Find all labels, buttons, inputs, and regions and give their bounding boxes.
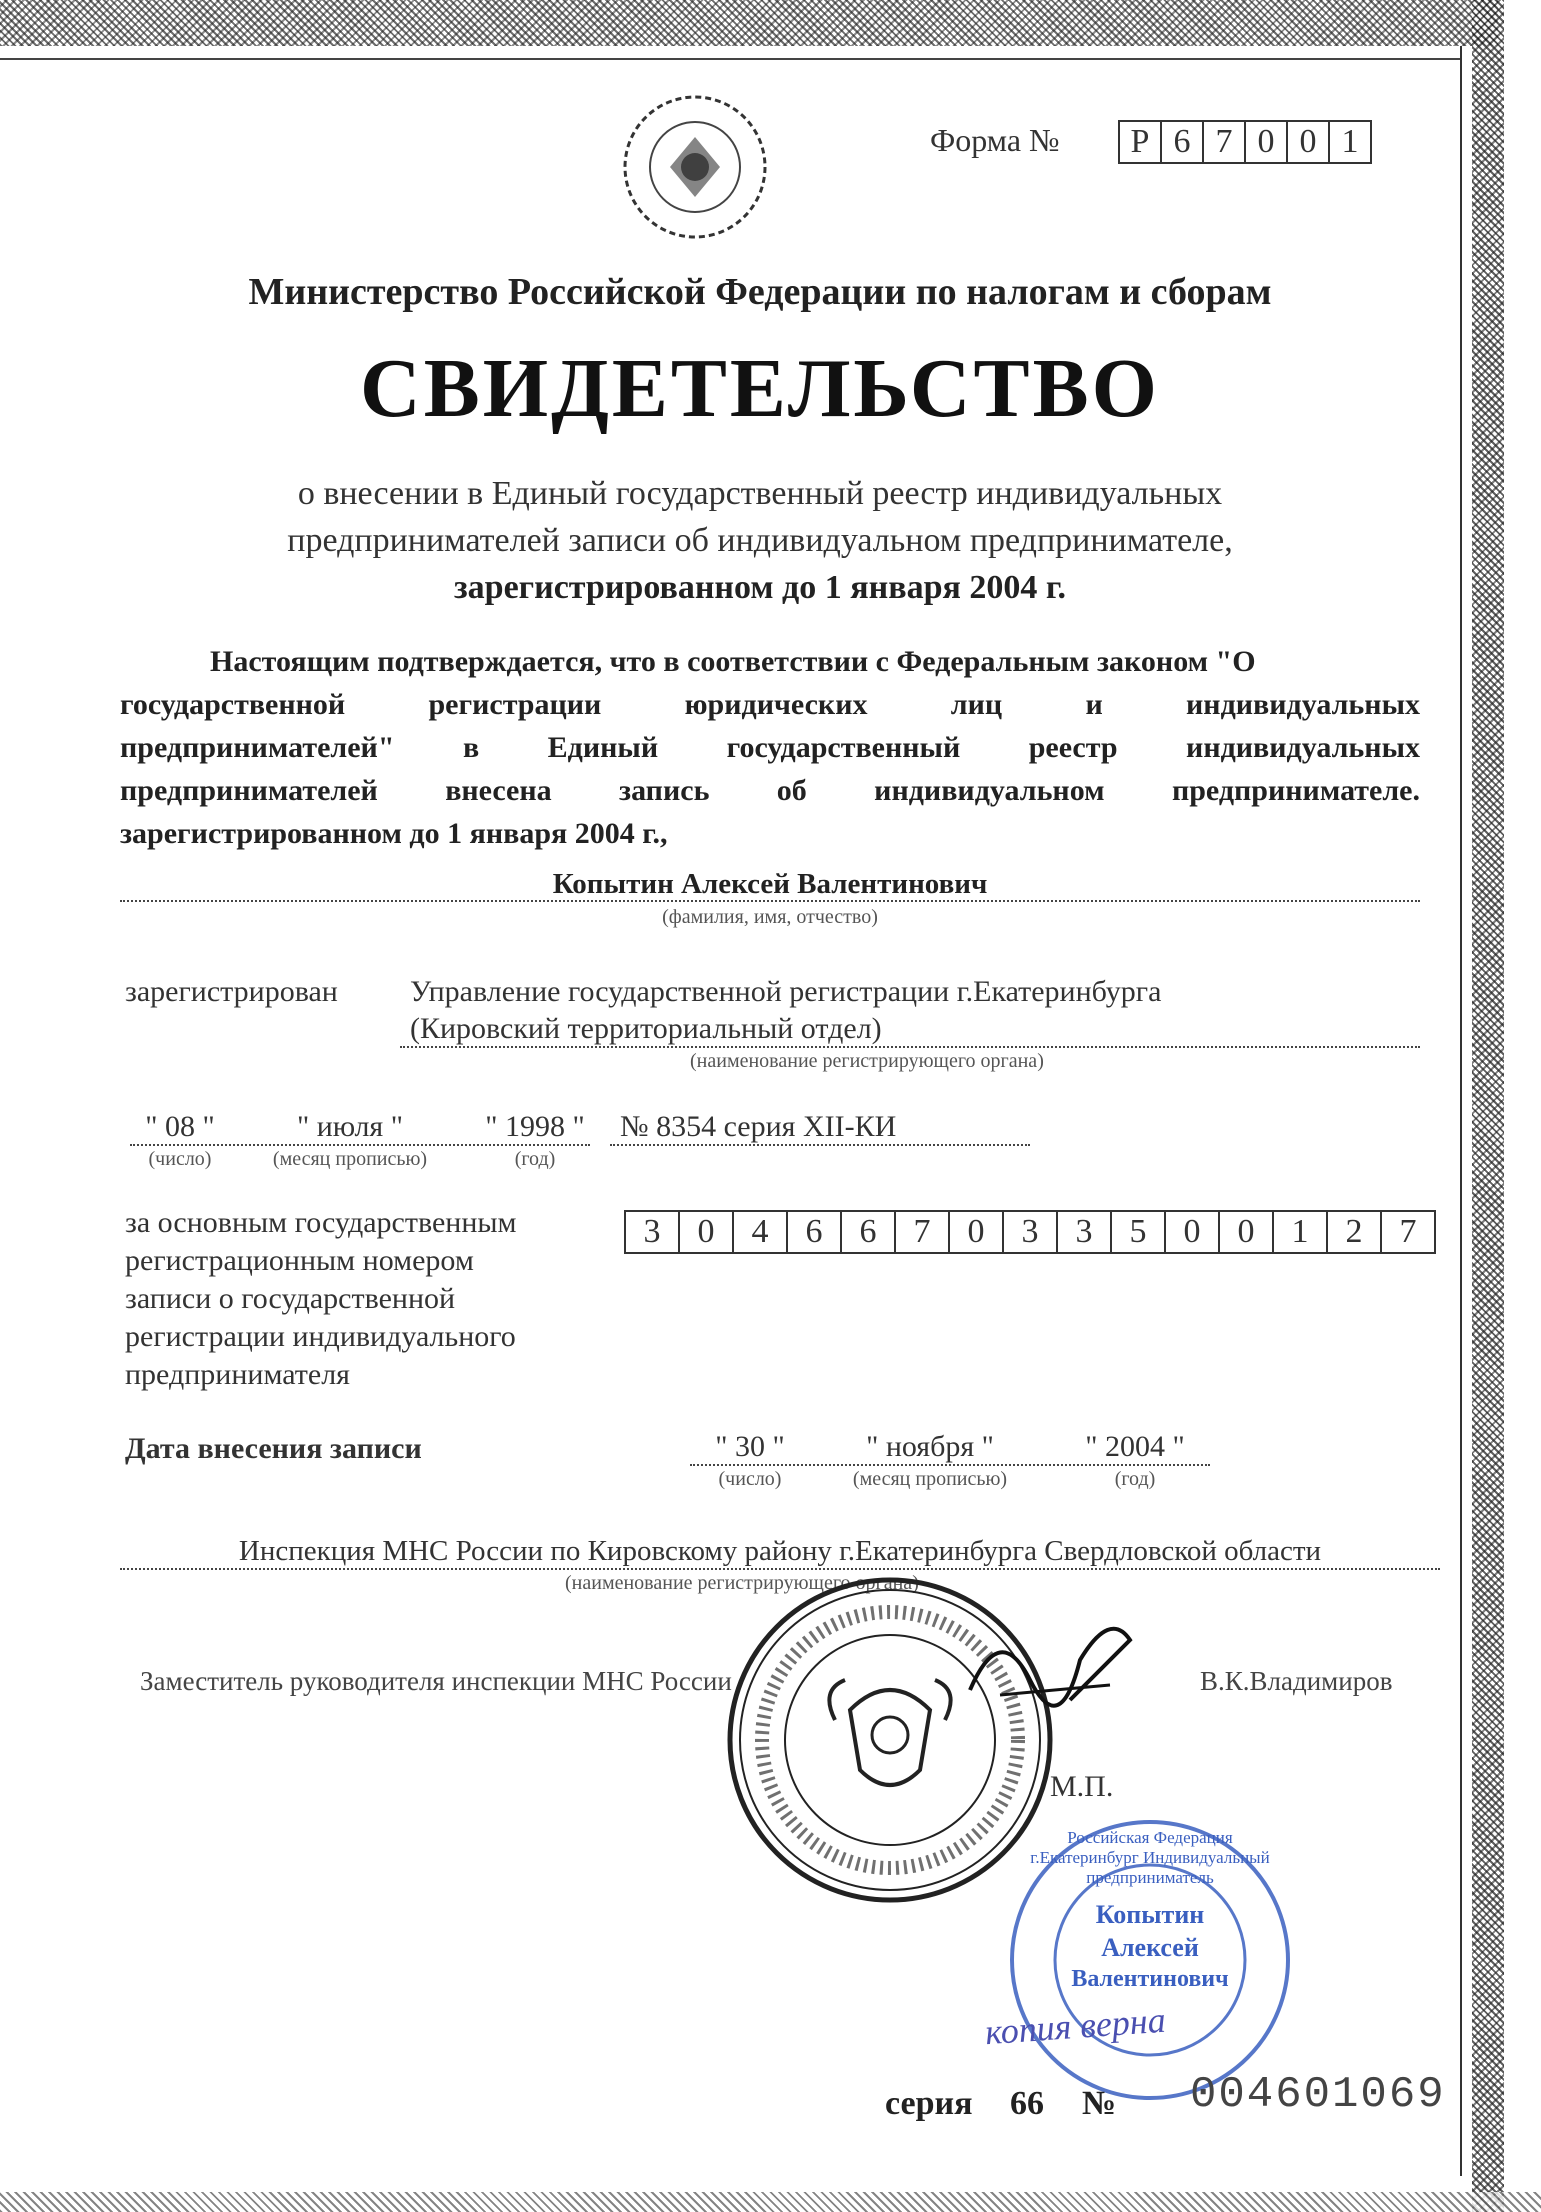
entry-day: " 30 ": [715, 1430, 785, 1463]
border-line-right: [1460, 46, 1462, 2176]
reg-date-underline: [130, 1144, 590, 1146]
subtitle-line-3: зарегистрированном до 1 января 2004 г.: [454, 569, 1066, 606]
signer-name: В.К.Владимиров: [1200, 1666, 1393, 1696]
authority-underline: [400, 1046, 1420, 1048]
ogrn-label-line-3: записи о государственной: [125, 1282, 456, 1315]
body-line-2: государственной регистрации юридических лиц и индивидуальных: [120, 688, 1420, 721]
form-code-cell: Р: [1118, 120, 1160, 164]
ministry-name: Министерство Российской Федерации по налогам и сборам: [248, 271, 1272, 313]
authority-caption: (наименование регистрирующего органа): [690, 1050, 1044, 1072]
reg-number-underline: [610, 1144, 1030, 1146]
reg-day-caption: (число): [148, 1148, 212, 1170]
body-line-3: предпринимателей" в Единый государственный реестр индивидуальных: [120, 731, 1420, 764]
series-label: серия: [885, 2085, 973, 2122]
decorative-border-right: [1472, 0, 1504, 2212]
ogrn-digit: 0: [1164, 1210, 1218, 1254]
handwritten-certified-copy: копия верна: [983, 1999, 1167, 2053]
ogrn-digit: 6: [786, 1210, 840, 1254]
seal-place-mark: М.П.: [1050, 1770, 1114, 1803]
reg-day: " 08 ": [145, 1110, 215, 1143]
inspection-caption: (наименование регистрирующего органа): [565, 1572, 919, 1594]
ogrn-label-line-2: регистрационным номером: [125, 1244, 474, 1277]
entry-year-caption: (год): [1114, 1468, 1156, 1490]
series-number: 66: [1010, 2085, 1044, 2122]
subtitle-line-1: о внесении в Единый государственный реестр индивидуальных: [297, 475, 1223, 512]
form-code-cells: [1118, 120, 1372, 164]
reg-month-caption: (месяц прописью): [272, 1148, 428, 1170]
ogrn-digit: 3: [1002, 1210, 1056, 1254]
reg-month: " июля ": [297, 1110, 403, 1143]
ogrn-digit: 3: [624, 1210, 678, 1254]
registration-authority-line-1: Управление государственной регистрации г.Екатеринбурга: [410, 975, 1162, 1008]
ogrn-digit: 4: [732, 1210, 786, 1254]
ogrn-digit: 0: [1218, 1210, 1272, 1254]
serial-number: 004601069: [1190, 2070, 1446, 2120]
entry-date-underline: [690, 1464, 1210, 1466]
border-line-top: [0, 58, 1460, 60]
form-code-cell: 0: [1286, 120, 1328, 164]
entry-month: " ноября ": [866, 1430, 994, 1463]
form-code-cell: 6: [1160, 120, 1202, 164]
ogrn-digit: 7: [1380, 1210, 1436, 1254]
inspection-name: Инспекция МНС России по Кировскому району г.Екатеринбурга Свердловской области: [238, 1535, 1322, 1567]
decorative-border-top: [0, 0, 1498, 46]
ogrn-digit: 7: [894, 1210, 948, 1254]
registration-authority-line-2: (Кировский территориальный отдел): [410, 1012, 882, 1045]
signer-position: Заместитель руководителя инспекции МНС России: [140, 1666, 732, 1696]
entry-year: " 2004 ": [1085, 1430, 1185, 1463]
subtitle-line-2: предпринимателей записи об индивидуальном предпринимателе,: [287, 522, 1233, 559]
name-caption: (фамилия, имя, отчество): [662, 906, 878, 928]
ogrn-digit: 5: [1110, 1210, 1164, 1254]
registered-label: зарегистрирован: [125, 975, 338, 1008]
reg-year-caption: (год): [514, 1148, 556, 1170]
stamp-ring-text: Российская Федерация г.Екатеринбург Индивидуальный предприниматель: [1030, 1828, 1270, 1887]
ogrn-label-line-4: регистрации индивидуального: [125, 1320, 516, 1353]
ogrn-digit: 6: [840, 1210, 894, 1254]
document-title: СВИДЕТЕЛЬСТВО: [360, 342, 1160, 435]
body-line-5: зарегистрированном до 1 января 2004 г.,: [120, 817, 668, 850]
body-line-4: предпринимателей внесена запись об индивидуальном предпринимателе.: [120, 774, 1420, 807]
ogrn-digit-cells: [624, 1210, 1436, 1254]
ogrn-digit: 0: [678, 1210, 732, 1254]
ogrn-label-line-5: предпринимателя: [125, 1358, 350, 1391]
body-line-1: Настоящим подтверждается, что в соответствии с Федеральным законом "О: [210, 645, 1256, 678]
ogrn-digit: 2: [1326, 1210, 1380, 1254]
form-code-cell: 1: [1328, 120, 1372, 164]
reg-year: " 1998 ": [485, 1110, 585, 1143]
ogrn-digit: 0: [948, 1210, 1002, 1254]
name-underline: [120, 900, 1420, 902]
form-code-cell: 0: [1244, 120, 1286, 164]
stamp-center-line-1: Копытин: [1095, 1900, 1205, 1929]
stamp-center-line-3: Валентинович: [1071, 1966, 1229, 1992]
entry-month-caption: (месяц прописью): [852, 1468, 1008, 1490]
form-label: Форма №: [930, 122, 1060, 158]
ogrn-label-line-1: за основным государственным: [125, 1206, 517, 1239]
emblem-stamp-top: [600, 82, 790, 252]
form-code-cell: 7: [1202, 120, 1244, 164]
person-name: Копытин Алексей Валентинович: [552, 868, 988, 900]
handwritten-signature: [960, 1600, 1150, 1720]
decorative-border-bottom: [0, 2192, 1541, 2212]
entry-day-caption: (число): [718, 1468, 782, 1490]
ogrn-digit: 1: [1272, 1210, 1326, 1254]
ogrn-digit: 3: [1056, 1210, 1110, 1254]
reg-number: № 8354 серия XII-КИ: [620, 1110, 897, 1143]
entry-date-label: Дата внесения записи: [125, 1432, 422, 1465]
stamp-center-line-2: Алексей: [1101, 1933, 1199, 1962]
number-sign: №: [1082, 2085, 1117, 2122]
